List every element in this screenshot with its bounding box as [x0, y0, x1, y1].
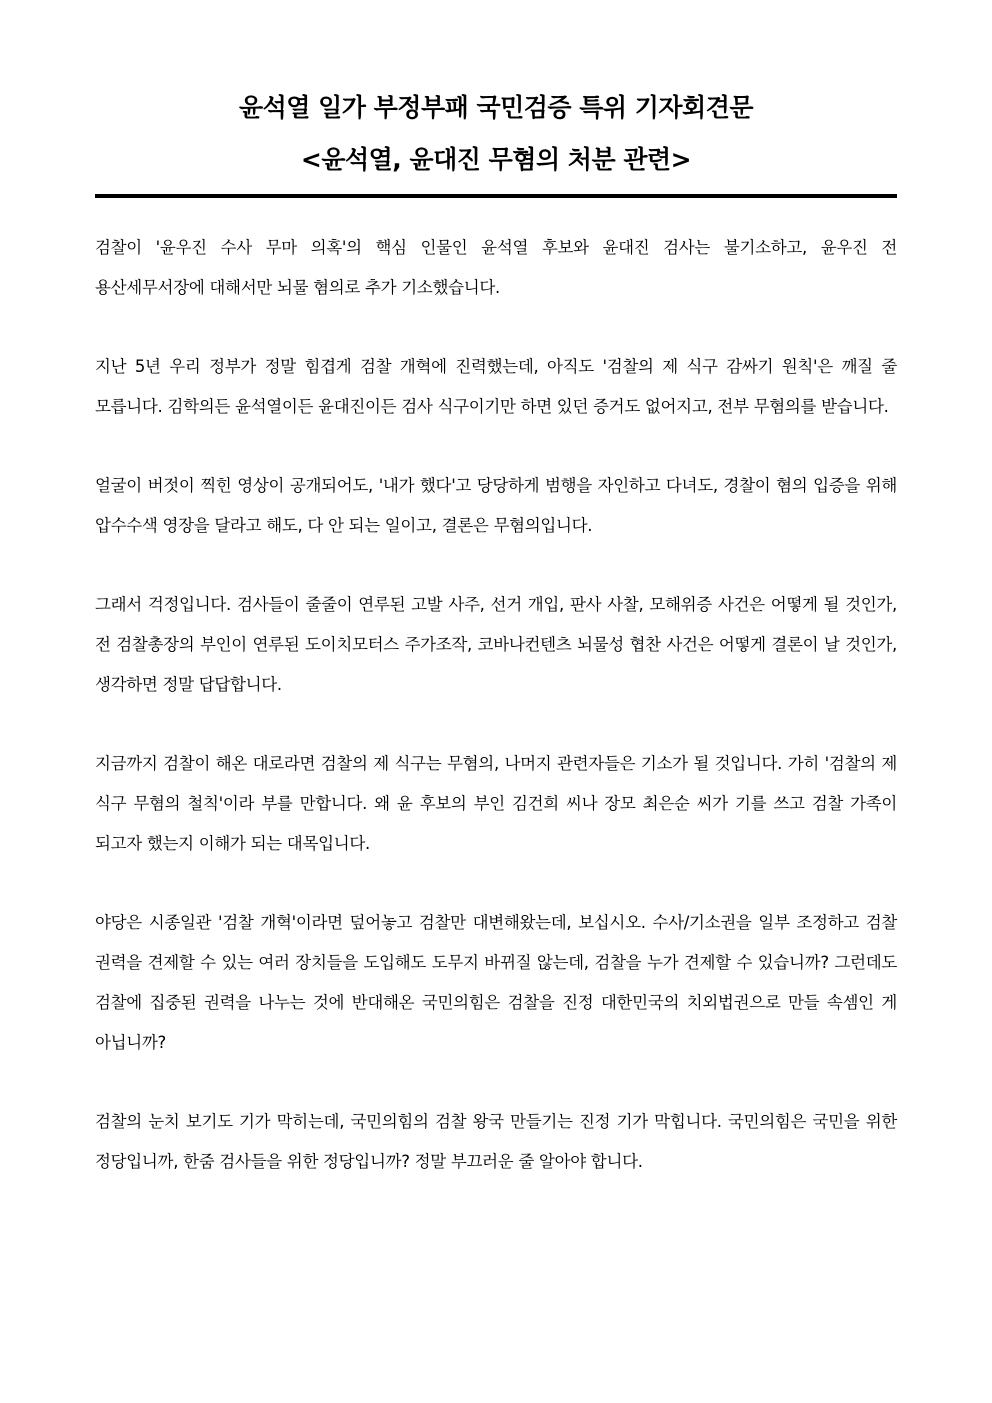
paragraph-2: 지난 5년 우리 정부가 정말 힘겹게 검찰 개혁에 진력했는데, 아직도 '검찰의 제 식구 감싸기 원칙'은 깨질 줄 모릅니다. 김학의든 윤석열이든 윤대진이든 검사 식구이기만 하면 있던 증거도 없어지고, 전부 무혐의를 받습니다. — [95, 357, 897, 416]
paragraph-5: 지금까지 검찰이 해온 대로라면 검찰의 제 식구는 무혐의, 나머지 관련자들은 기소가 될 것입니다. 가히 '검찰의 제 식구 무혐의 철칙'이라 부를 만합니다. 왜 윤 후보의 부인 김건희 씨나 장모 최은순 씨가 기를 쓰고 검찰 가족이 되고자 했는지 이해가 되는 대목입니다. — [95, 754, 897, 853]
document-title: 윤석열 일가 부정부패 국민검증 특위 기자회견문 — [238, 93, 754, 122]
document-body — [95, 228, 897, 1221]
paragraph-3: 얼굴이 버젓이 찍힌 영상이 공개되어도, '내가 했다'고 당당하게 범행을 자인하고 다녀도, 경찰이 혐의 입증을 위해 압수수색 영장을 달라고 해도, 다 안 되는 일이고, 결론은 무혐의입니다. — [95, 476, 897, 535]
title-divider — [95, 194, 897, 198]
paragraph-6: 야당은 시종일관 '검찰 개혁'이라면 덮어놓고 검찰만 대변해왔는데, 보십시오. 수사/기소권을 일부 조정하고 검찰 권력을 견제할 수 있는 여러 장치들을 도입해도 도무지 바뀌질 않는데, 검찰을 누가 견제할 수 있습니까? 그런데도 검찰에 집중된 권력을 나누는 것에 반대해온 국민의힘은 검찰을 진정 대한민국의 치외법권으로 만들 속셈인 게 아닙니까? — [95, 913, 897, 1052]
paragraph-4: 그래서 걱정입니다. 검사들이 줄줄이 연루된 고발 사주, 선거 개입, 판사 사찰, 모해위증 사건은 어떻게 될 것인가, 전 검찰총장의 부인이 연루된 도이치모터스 주가조작, 코바나컨텐츠 뇌물성 협찬 사건은 어떻게 결론이 날 것인가, 생각하면 정말 답답합니다. — [95, 595, 897, 694]
paragraph-1: 검찰이 '윤우진 수사 무마 의혹'의 핵심 인물인 윤석열 후보와 윤대진 검사는 불기소하고, 윤우진 전 용산세무서장에 대해서만 뇌물 혐의로 추가 기소했습니다. — [95, 238, 897, 297]
paragraph-7: 검찰의 눈치 보기도 기가 막히는데, 국민의힘의 검찰 왕국 만들기는 진정 기가 막힙니다. 국민의힘은 국민을 위한 정당입니까, 한줌 검사들을 위한 정당입니까? 정말 부끄러운 줄 알아야 합니다. — [95, 1112, 897, 1171]
document-subtitle: <윤석열, 윤대진 무혐의 처분 관련> — [300, 145, 692, 174]
